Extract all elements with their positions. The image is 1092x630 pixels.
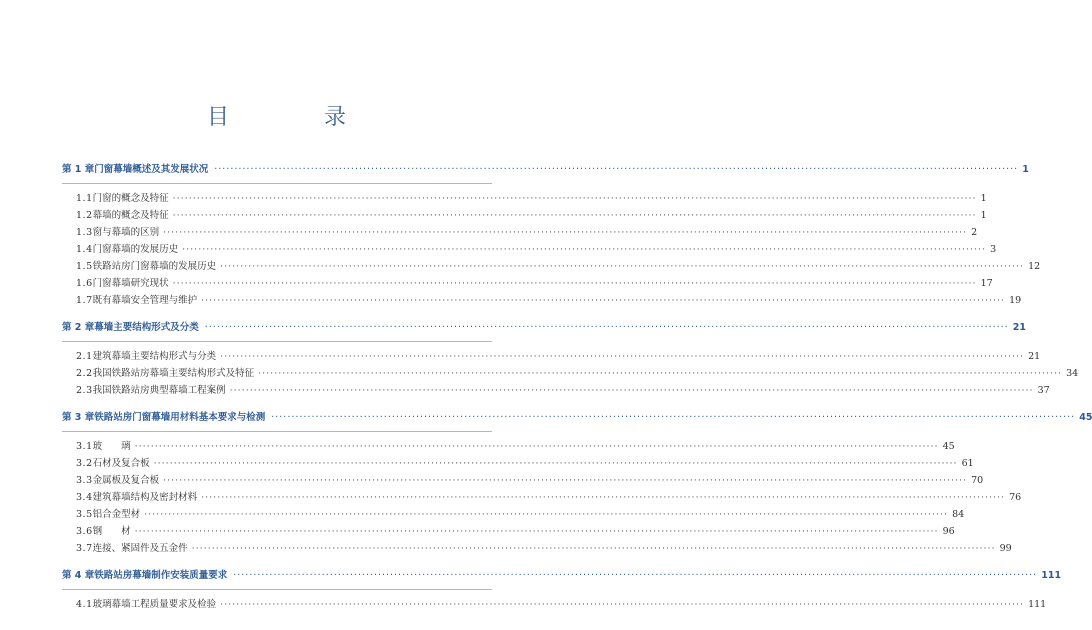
dot-leader: ········································································································································································································: [134, 526, 939, 537]
chapter-number: 第 1 章: [62, 164, 95, 175]
page-title: 目 录: [207, 105, 390, 130]
section-title: 建筑幕墙结构及密封材料: [92, 492, 198, 503]
section-page-number: 17: [980, 278, 993, 289]
dot-leader: ········································································································································································································: [172, 210, 977, 221]
section-number: 1.4: [76, 244, 93, 255]
section-number: 4.1: [76, 599, 93, 610]
dot-leader: ········································································································································································································: [172, 193, 977, 204]
toc-section-entry[interactable]: [62, 506, 965, 523]
section-title: 我国铁路站房幕墙主要结构形式及特征: [92, 368, 255, 379]
group-spacer: [62, 557, 492, 561]
group-spacer: [62, 309, 492, 313]
dot-leader: ········································································································································································································: [163, 227, 968, 238]
toc-section-entry[interactable]: [62, 540, 1012, 557]
dot-leader: ········································································································································································································: [182, 244, 987, 255]
chapter-page-number: 111: [1041, 570, 1062, 581]
chapter-title: 幕墙主要结构形式及分类: [94, 322, 199, 333]
section-number: 3.3: [76, 475, 93, 486]
chapter-page-number: 1: [1022, 164, 1029, 175]
section-number: 1.6: [76, 278, 93, 289]
dot-leader: ········································································································································································································: [134, 441, 939, 452]
toc-section-entry[interactable]: [62, 365, 1079, 382]
dot-leader: ········································································································································································································: [214, 164, 1019, 175]
section-number: 2.3: [76, 385, 93, 396]
section-number: 3.5: [76, 509, 93, 520]
toc-chapter-entry[interactable]: [62, 409, 1092, 431]
section-title: 幕墙的概念及特征: [92, 210, 169, 221]
section-number: 2.2: [76, 368, 93, 379]
toc-section-entry[interactable]: [62, 258, 1041, 275]
section-title: 铝合金型材: [92, 509, 141, 520]
chapter-divider: [62, 341, 492, 342]
dot-leader: ········································································································································································································: [258, 368, 1063, 379]
toc-section-entry[interactable]: [62, 224, 978, 241]
toc-section-entry[interactable]: [62, 596, 1047, 613]
section-title: 金属板及复合板: [92, 475, 160, 486]
section-title: 石材及复合板: [92, 458, 150, 469]
section-number: 1.7: [76, 295, 93, 306]
section-title: 门窗的概念及特征: [92, 193, 169, 204]
chapter-page-number: 45: [1079, 412, 1092, 423]
chapter-divider: [62, 183, 492, 184]
dot-leader: ········································································································································································································: [201, 295, 1006, 306]
chapter-number: 第 3 章: [62, 412, 95, 423]
chapter-title: 铁路站房幕墙制作安装质量要求: [94, 570, 228, 581]
section-title: 门窗幕墙研究现状: [92, 278, 169, 289]
chapter-divider: [62, 431, 492, 432]
section-number: 1.5: [76, 261, 93, 272]
section-page-number: 21: [1028, 351, 1041, 362]
dot-leader: ········································································································································································································: [201, 492, 1006, 503]
toc-section-entry[interactable]: [62, 207, 987, 224]
group-spacer: [62, 399, 492, 403]
section-page-number: 45: [942, 441, 955, 452]
toc-chapter-entry[interactable]: [62, 319, 1026, 341]
section-title: 玻璃幕墙工程质量要求及检验: [92, 599, 217, 610]
section-page-number: 1: [980, 210, 987, 221]
section-page-number: 99: [999, 543, 1012, 554]
group-spacer: [62, 613, 492, 617]
dot-leader: ········································································································································································································: [144, 509, 949, 520]
section-page-number: 19: [1009, 295, 1022, 306]
section-title: 窗与幕墙的区别: [92, 227, 160, 238]
section-number: 1.1: [76, 193, 93, 204]
dot-leader: ········································································································································································································: [204, 322, 1009, 333]
toc-chapter-entry[interactable]: [62, 567, 1062, 589]
section-number: 1.2: [76, 210, 93, 221]
section-number: 3.7: [76, 543, 93, 554]
section-title: 建筑幕墙主要结构形式与分类: [92, 351, 217, 362]
section-title: 玻 璃: [92, 441, 131, 452]
section-title: 我国铁路站房典型幕墙工程案例: [92, 385, 226, 396]
dot-leader: ········································································································································································································: [220, 261, 1025, 272]
toc-section-entry[interactable]: [62, 292, 1022, 309]
dot-leader: ········································································································································································································: [172, 278, 977, 289]
section-page-number: 3: [990, 244, 997, 255]
section-number: 3.4: [76, 492, 93, 503]
section-page-number: 111: [1028, 599, 1047, 610]
section-title: 连接、紧固件及五金件: [92, 543, 188, 554]
dot-leader: ········································································································································································································: [220, 599, 1025, 610]
section-number: 3.2: [76, 458, 93, 469]
section-page-number: 61: [961, 458, 974, 469]
section-page-number: 34: [1066, 368, 1079, 379]
section-page-number: 96: [942, 526, 955, 537]
section-page-number: 37: [1037, 385, 1050, 396]
dot-leader: ········································································································································································································: [191, 543, 996, 554]
chapter-title: 铁路站房门窗幕墙用材料基本要求与检测: [94, 412, 266, 423]
chapter-number: 第 4 章: [62, 570, 95, 581]
toc-section-entry[interactable]: [62, 472, 984, 489]
toc-section-entry[interactable]: [62, 382, 1050, 399]
toc-section-entry[interactable]: [62, 190, 987, 207]
dot-leader: ········································································································································································································: [229, 385, 1034, 396]
section-number: 2.1: [76, 351, 93, 362]
section-page-number: 12: [1028, 261, 1041, 272]
section-page-number: 76: [1009, 492, 1022, 503]
toc-section-entry[interactable]: [62, 455, 974, 472]
section-title: 铁路站房门窗幕墙的发展历史: [92, 261, 217, 272]
dot-leader: ········································································································································································································: [233, 570, 1038, 581]
section-page-number: 70: [971, 475, 984, 486]
section-page-number: 84: [952, 509, 965, 520]
section-title: 门窗幕墙的发展历史: [92, 244, 179, 255]
toc-section-entry[interactable]: [62, 275, 993, 292]
toc-section-entry[interactable]: [62, 438, 955, 455]
table-of-contents: [62, 155, 1092, 617]
chapter-divider: [62, 589, 492, 590]
section-number: 3.1: [76, 441, 93, 452]
section-title: 钢 材: [92, 526, 131, 537]
dot-leader: ········································································································································································································: [163, 475, 968, 486]
section-title: 既有幕墙安全管理与维护: [92, 295, 198, 306]
toc-chapter-entry[interactable]: [62, 161, 1029, 183]
chapter-page-number: 21: [1012, 322, 1026, 333]
chapter-number: 第 2 章: [62, 322, 95, 333]
chapter-title: 门窗幕墙概述及其发展状况: [94, 164, 209, 175]
toc-section-entry[interactable]: [62, 241, 997, 258]
toc-section-entry[interactable]: [62, 348, 1041, 365]
toc-section-entry[interactable]: [62, 489, 1022, 506]
section-page-number: 1: [980, 193, 987, 204]
toc-section-entry[interactable]: [62, 523, 955, 540]
section-number: 1.3: [76, 227, 93, 238]
dot-leader: ········································································································································································································: [220, 351, 1025, 362]
dot-leader: ········································································································································································································: [153, 458, 958, 469]
section-page-number: 2: [971, 227, 978, 238]
section-number: 3.6: [76, 526, 93, 537]
dot-leader: ········································································································································································································: [271, 412, 1076, 423]
